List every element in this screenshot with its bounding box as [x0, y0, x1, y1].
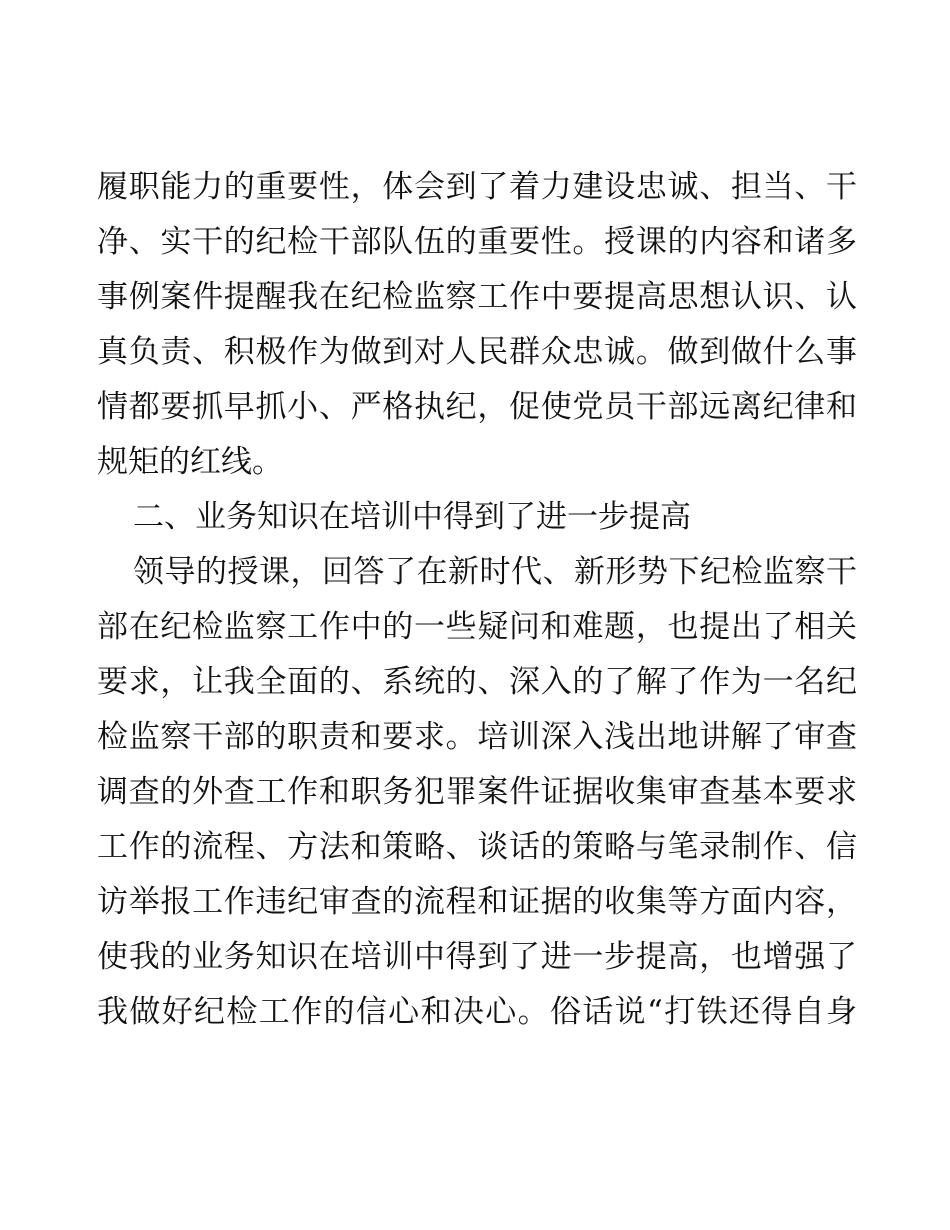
- paragraph-line: 访举报工作违纪审查的流程和证据的收集等方面内容，: [97, 884, 857, 920]
- paragraph-line: 使我的业务知识在培训中得到了进一步提高，也增强了: [97, 939, 857, 975]
- paragraph-1: [97, 160, 857, 490]
- paragraph-line: 工作的流程、方法和策略、谈话的策略与笔录制作、信: [97, 829, 857, 865]
- paragraph-line: 事例案件提醒我在纪检监察工作中要提高思想认识、认: [97, 279, 857, 315]
- paragraph-line: 真负责、积极作为做到对人民群众忠诚。做到做什么事: [97, 334, 857, 370]
- paragraph-line: 履职能力的重要性，体会到了着力建设忠诚、担当、干: [97, 169, 857, 205]
- paragraph-line: 要求，让我全面的、系统的、深入的了解了作为一名纪: [97, 664, 857, 700]
- paragraph-line: 情都要抓早抓小、严格执纪，促使党员干部远离纪律和: [97, 389, 857, 425]
- section-heading: 二、业务知识在培训中得到了进一步提高: [133, 499, 691, 535]
- paragraph-line: 我做好纪检工作的信心和决心。俗话说“打铁还得自身: [97, 994, 857, 1030]
- paragraph-line: 领导的授课，回答了在新时代、新形势下纪检监察干: [133, 554, 857, 590]
- document-body: [97, 160, 857, 1040]
- paragraph-2: [97, 545, 857, 1040]
- paragraph-line: 调查的外查工作和职务犯罪案件证据收集审查基本要求: [97, 774, 857, 810]
- paragraph-line: 规矩的红线。: [97, 444, 283, 480]
- paragraph-line: 净、实干的纪检干部队伍的重要性。授课的内容和诸多: [97, 224, 857, 260]
- paragraph-line: 检监察干部的职责和要求。培训深入浅出地讲解了审查: [97, 719, 857, 755]
- paragraph-line: 部在纪检监察工作中的一些疑问和难题，也提出了相关: [97, 609, 857, 645]
